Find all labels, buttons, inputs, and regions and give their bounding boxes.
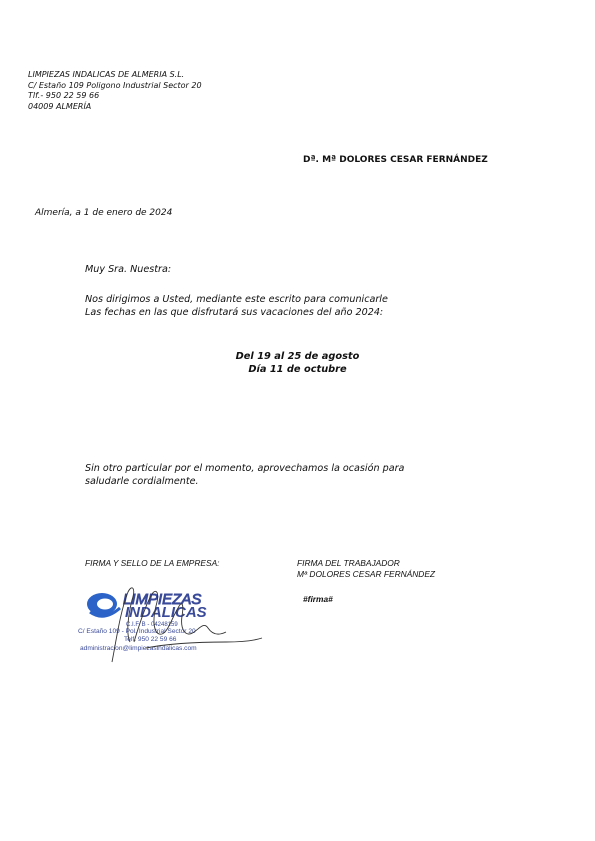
stamp-logo-line2: INDALICAS [125,604,207,621]
signature-placeholder: #firma# [303,594,333,604]
salutation: Muy Sra. Nuestra: [85,264,172,275]
stamp-phone: Telf. 950 22 59 66 [124,636,177,643]
intro-line: Nos dirigimos a Usted, mediante este escrito para comunicarle [85,294,388,305]
stamp-logo-line1: LIMPIEZAS [123,591,202,608]
letter-date: Almería, a 1 de enero de 2024 [35,208,173,218]
closing-line: saludarle cordialmente. [85,476,199,487]
vacation-date-line: Del 19 al 25 de agosto [235,351,360,362]
worker-signature-block [297,558,435,579]
company-stamp [76,582,266,664]
recipient-name: Dª. Mª DOLORES CESAR FERNÁNDEZ [303,155,488,165]
closing-line: Sin otro particular por el momento, aprovechamos la ocasión para [85,463,405,474]
company-logo-icon [87,593,120,616]
intro-paragraph [85,294,388,319]
stamp-address: C/ Estaño 109 - Pol. Industrial Sector 20 [78,628,196,635]
sender-company: LIMPIEZAS INDALICAS DE ALMERIA S.L. [28,70,185,79]
stamp-email: administracion@limpiezasindalicas.com [80,645,197,652]
intro-line: Las fechas en las que disfrutará sus vacaciones del año 2024: [85,306,384,318]
vacation-dates [0,351,595,376]
worker-name: Mª DOLORES CESAR FERNÁNDEZ [297,568,436,579]
worker-signature-label: FIRMA DEL TRABAJADOR [297,558,400,568]
company-signature-label: FIRMA Y SELLO DE LA EMPRESA: [85,558,220,568]
closing-paragraph [85,462,404,488]
sender-block [28,70,202,112]
vacation-date-line: Día 11 de octubre [248,363,347,375]
sender-phone: Tlf.- 950 22 59 66 [28,91,100,100]
sender-address: C/ Estaño 109 Poligono Industrial Sector 20 [28,80,202,90]
stamp-cif: C.I.F. B - 04248159 [126,622,178,628]
sender-city: 04009 ALMERÍA [28,101,92,111]
